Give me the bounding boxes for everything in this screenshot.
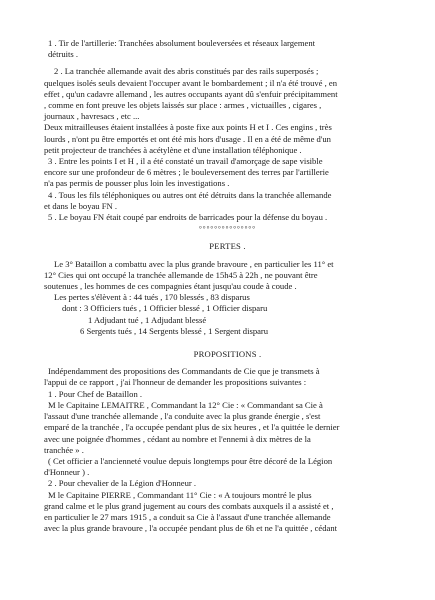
- text-line: 2 . La tranchée allemande avait des abris constitués par des rails superposés ;: [54, 66, 319, 77]
- losses-total: Les pertes s'élèvent à : 44 tués , 170 blessés , 83 disparus: [54, 292, 250, 303]
- text-line: grand calme et le plus grand jugement au cours des combats auxquels il a assisté et ,: [44, 500, 334, 511]
- text-line: 12° Cies qui ont occupé la tranchée allemande de 15h45 à 22h , ne pouvant être: [44, 269, 318, 280]
- text-line: en particulier le 27 mars 1915 , a conduit sa Cie à l'assaut d'une tranchée allemande: [44, 511, 331, 522]
- text-line: n'a pas permis de pousser plus loin les investigations .: [44, 178, 230, 189]
- ornament-divider: °°°°°°°°°°°°°°°: [199, 225, 256, 234]
- text-line: détruits .: [48, 49, 79, 60]
- losses-officers: dont : 3 Officiers tués , 1 Officier blessé , 1 Officier disparu: [62, 303, 268, 314]
- prop-title: 1 . Pour Chef de Bataillon .: [48, 388, 143, 399]
- text-line: , comme en font preuve les objets laissés sur place : armes , victuailles , cigares ,: [44, 100, 322, 111]
- text-line: 1 . Tir de l'artillerie: Tranchées absolument bouleversées et réseaux largement: [48, 38, 316, 48]
- text-line: encore sur une profondeur de 6 mètres ; le bouleversement des terres par l'artillerie: [44, 167, 329, 178]
- heading-propositions: PROPOSITIONS .: [193, 349, 262, 360]
- losses-sergeants: 6 Sergents tués , 14 Sergents blessé , 1 Sergent disparu: [80, 325, 269, 336]
- section-prop-intro: [44, 366, 411, 388]
- text-line: quelques isolés seuls devaient l'occuper avant le bombardement ; il n'a été trouvé , en: [44, 77, 338, 88]
- text-line: petit projecteur de tranchées à acétylène et d'une installation téléphonique .: [44, 144, 302, 155]
- text-line: soutenues , les hommes de ces compagnies étant jusqu'au coude à coude .: [44, 281, 297, 292]
- heading-pertes: PERTES .: [209, 241, 246, 252]
- losses-adjutants: 1 Adjudant tué , 1 Adjudant blessé: [88, 314, 207, 325]
- text-line: M le Capitaine PIERRE , Commandant 11° Cie : « A toujours montré le plus: [48, 489, 312, 500]
- text-line: emparé de la tranchée , l'a occupée pendant plus de six heures , et l'a quittée le dernier: [44, 422, 340, 433]
- section-prop-1: [44, 389, 411, 479]
- text-line: l'appui de ce rapport , j'ai l'honneur de demander les propositions suivantes :: [44, 377, 307, 388]
- section-phone-lines: [44, 190, 411, 212]
- text-line: effet , qu'un cadavre allemand , les autres occupants ayant dû s'enfuir précipitamment: [44, 88, 338, 99]
- text-line: M le Capitaine LEMAITRE , Commandant la 12° Cie : « Commandant sa Cie à: [48, 399, 323, 410]
- text-line: lourds , n'ont pu être emportés et ont été mis hors d'usage . Il en a été de même d'un: [44, 133, 331, 144]
- section-artillery: [44, 38, 411, 60]
- text-line: Indépendamment des propositions des Commandants de Cie que je transmets à: [48, 366, 320, 377]
- text-line: Deux mitrailleuses étaient installées à poste fixe aux points H et I . Ces engins , très: [44, 122, 332, 133]
- prop-title: 2 . Pour chevalier de la Légion d'Honneur .: [48, 478, 197, 489]
- text-line: ( Cet officier a l'ancienneté voulue depuis longtemps pour être décoré de la Légion: [48, 455, 333, 466]
- section-pertes: [44, 259, 411, 337]
- text-line: l'assaut d'une tranchée allemande , l'a conduite avec la plus grande énergie , s'est: [44, 411, 321, 422]
- section-boyau: [44, 212, 411, 223]
- text-line: avec la plus grande bravoure , l'a occupée pendant plus de 6h et ne l'a quittée , cédant: [44, 523, 338, 534]
- text-line: 3 . Entre les points I et H , il a été constaté un travail d'amorçage de sape visible: [48, 156, 323, 167]
- section-german-trench: [44, 66, 411, 156]
- text-line: tranchée » .: [44, 444, 84, 455]
- section-sap-work: [44, 156, 411, 190]
- text-line: avec une poignée d'hommes , cédant au nombre et l'ennemi à dix mètres de la: [44, 433, 311, 444]
- text-line: et dans le boyau FN .: [44, 200, 118, 211]
- text-line: journaux , havresacs , etc ...: [44, 111, 140, 122]
- text-line: 4 . Tous les fils téléphoniques ou autres ont été détruits dans la tranchée allemande: [48, 189, 332, 200]
- text-line: d'Honneur ) .: [44, 467, 90, 478]
- text-line: Le 3° Bataillon a combattu avec la plus grande bravoure , en particulier les 11° et: [54, 258, 334, 269]
- section-prop-2: [44, 478, 411, 534]
- text-line: 5 . Le boyau FN était coupé par endroits de barricades pour la défense du boyau .: [48, 212, 328, 223]
